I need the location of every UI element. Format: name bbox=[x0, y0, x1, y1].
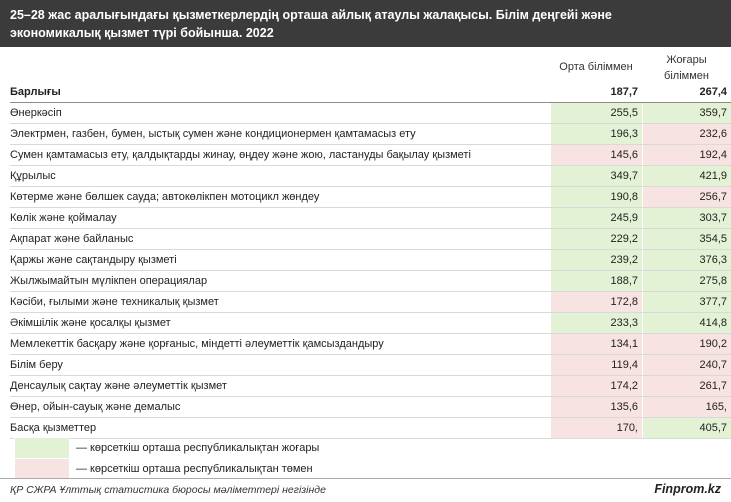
cell-secondary: 255,5 bbox=[550, 103, 642, 123]
table-row bbox=[0, 229, 731, 250]
table-row bbox=[0, 397, 731, 418]
source-note: ҚР СЖРА Ұлттық статистика бюросы мәліметтері негізінде bbox=[10, 484, 326, 496]
row-label: Барлығы bbox=[10, 86, 61, 98]
table-row bbox=[0, 208, 731, 229]
table-row bbox=[0, 103, 731, 124]
cell-higher: 421,9 bbox=[642, 166, 731, 186]
legend-item-low bbox=[14, 459, 614, 479]
row-label: Құрылыс bbox=[10, 170, 56, 182]
table-row bbox=[0, 145, 731, 166]
cell-secondary: 349,7 bbox=[550, 166, 642, 186]
table-row-total bbox=[0, 82, 731, 103]
table-row bbox=[0, 376, 731, 397]
table-row bbox=[0, 334, 731, 355]
row-label: Қаржы және сақтандыру қызметі bbox=[10, 254, 177, 266]
table-row bbox=[0, 355, 731, 376]
cell-secondary: 188,7 bbox=[550, 271, 642, 291]
cell-secondary: 196,3 bbox=[550, 124, 642, 144]
cell-secondary: 119,4 bbox=[550, 355, 642, 375]
legend-text-low: — көрсеткіш орташа республикалықтан төмен bbox=[76, 463, 313, 475]
row-label: Әкімшілік және қосалқы қызмет bbox=[10, 317, 171, 329]
cell-secondary: 134,1 bbox=[550, 334, 642, 354]
row-label: Көтерме және бөлшек сауда; автокөлікпен мотоцикл жөндеу bbox=[10, 191, 320, 203]
table-row bbox=[0, 124, 731, 145]
cell-secondary: 190,8 bbox=[550, 187, 642, 207]
column-header-higher-line-2: біліммен bbox=[664, 70, 709, 82]
cell-higher: 303,7 bbox=[642, 208, 731, 228]
cell-higher: 275,8 bbox=[642, 271, 731, 291]
cell-higher: 359,7 bbox=[642, 103, 731, 123]
cell-higher: 267,4 bbox=[699, 86, 727, 98]
cell-higher: 377,7 bbox=[642, 292, 731, 312]
row-label: Ақпарат және байланыс bbox=[10, 233, 134, 245]
title-line-2: экономикалық қызмет түрі бойынша. 2022 bbox=[10, 26, 274, 40]
cell-higher: 256,7 bbox=[642, 187, 731, 207]
table-row bbox=[0, 292, 731, 313]
table-row bbox=[0, 271, 731, 292]
column-header-secondary: Орта біліммен bbox=[559, 61, 633, 73]
brand-logo: Finprom.kz bbox=[654, 482, 721, 496]
table-row bbox=[0, 313, 731, 334]
row-label: Көлік және қоймалау bbox=[10, 212, 117, 224]
row-label: Өнеркәсіп bbox=[10, 107, 62, 119]
legend-item-high bbox=[14, 438, 614, 458]
cell-higher: 376,3 bbox=[642, 250, 731, 270]
table-row bbox=[0, 250, 731, 271]
row-label: Сумен қамтамасыз ету, қалдықтарды жинау, өңдеу және жою, ластануды бақылау қызметі bbox=[10, 149, 471, 161]
row-label: Басқа қызметтер bbox=[10, 422, 97, 434]
row-label: Өнер, ойын-сауық және демалыс bbox=[10, 401, 181, 413]
row-label: Мемлекеттік басқару және қорғаныс, міндетті әлеуметтік қамсыздандыру bbox=[10, 338, 384, 350]
row-label: Білім беру bbox=[10, 359, 63, 371]
cell-secondary: 233,3 bbox=[550, 313, 642, 333]
cell-higher: 405,7 bbox=[642, 418, 731, 438]
table-row bbox=[0, 187, 731, 208]
row-label: Денсаулық сақтау және әлеуметтік қызмет bbox=[10, 380, 227, 392]
row-label: Кәсіби, ғылыми және техникалық қызмет bbox=[10, 296, 219, 308]
legend-swatch-low bbox=[14, 459, 69, 479]
cell-secondary: 172,8 bbox=[550, 292, 642, 312]
table-row bbox=[0, 166, 731, 187]
row-label: Жылжымайтын мүлікпен операциялар bbox=[10, 275, 208, 287]
column-header-higher-line-1: Жоғары bbox=[666, 54, 707, 66]
legend-text-high: — көрсеткіш орташа республикалықтан жоғары bbox=[76, 442, 320, 454]
cell-higher: 190,2 bbox=[642, 334, 731, 354]
cell-secondary: 229,2 bbox=[550, 229, 642, 249]
cell-higher: 261,7 bbox=[642, 376, 731, 396]
cell-secondary: 187,7 bbox=[610, 86, 638, 98]
table-row bbox=[0, 418, 731, 439]
cell-higher: 240,7 bbox=[642, 355, 731, 375]
row-label: Электрмен, газбен, бумен, ыстық сумен және кондиционермен қамтамасыз ету bbox=[10, 128, 416, 140]
salary-table bbox=[0, 82, 731, 439]
cell-higher: 414,8 bbox=[642, 313, 731, 333]
cell-secondary: 245,9 bbox=[550, 208, 642, 228]
footer bbox=[0, 478, 731, 502]
cell-higher: 354,5 bbox=[642, 229, 731, 249]
column-header-higher bbox=[642, 47, 731, 82]
title-line-1: 25–28 жас аралығындағы қызметкерлердің орташа айлық атаулы жалақысы. Білім деңгейі және bbox=[10, 8, 612, 22]
title-bar bbox=[0, 0, 731, 47]
cell-higher: 192,4 bbox=[642, 145, 731, 165]
cell-secondary: 170, bbox=[550, 418, 642, 438]
cell-higher: 165, bbox=[642, 397, 731, 417]
cell-secondary: 145,6 bbox=[550, 145, 642, 165]
cell-secondary: 135,6 bbox=[550, 397, 642, 417]
cell-higher: 232,6 bbox=[642, 124, 731, 144]
cell-secondary: 239,2 bbox=[550, 250, 642, 270]
legend-swatch-high bbox=[14, 438, 69, 458]
cell-secondary: 174,2 bbox=[550, 376, 642, 396]
